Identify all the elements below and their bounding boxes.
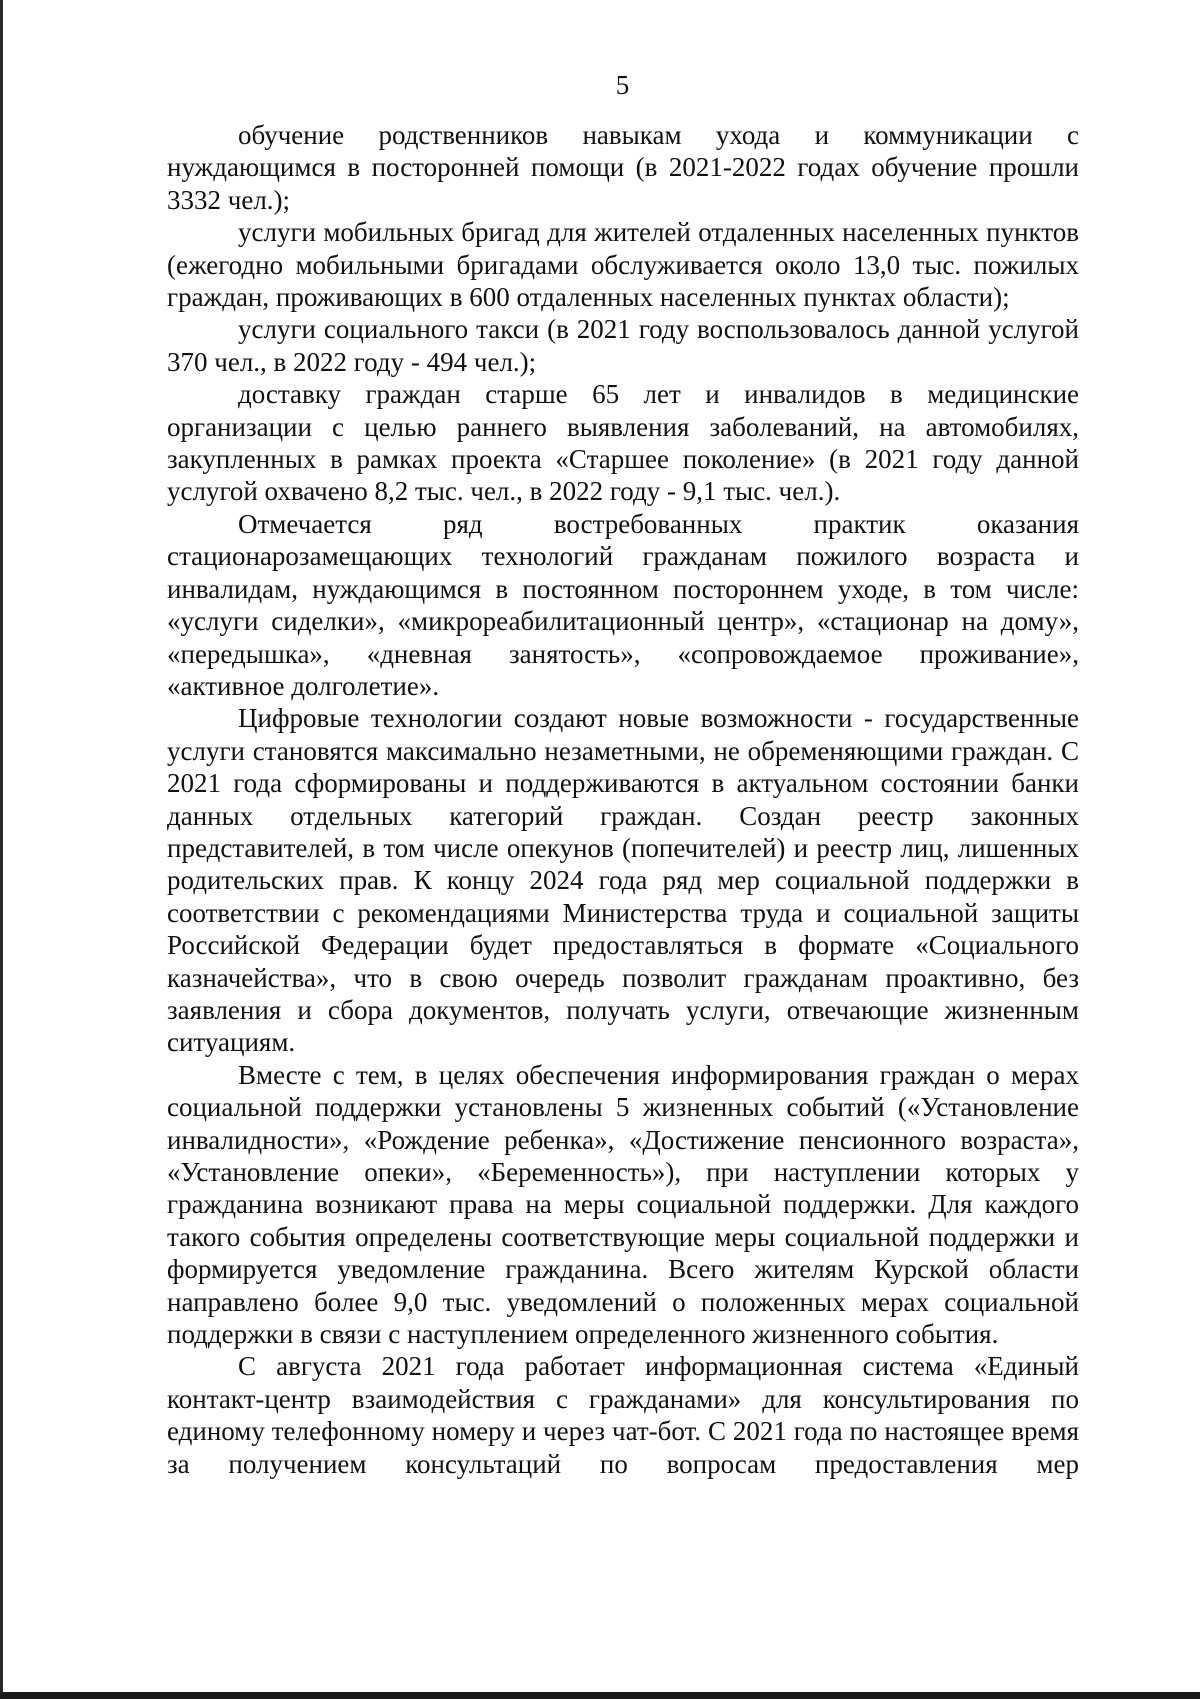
paragraph-digital-technologies: Цифровые технологии создают новые возможности - государственные услуги становятся максимально незаметными, не обременяющими граждан. С 2021 года сформированы и поддерживаются в актуальном состоянии банки данных отдельных категорий граждан. Создан реестр законных представителей, в том числе опекунов (попечителей) и реестр лиц, лишенных родительских прав. К концу 2024 года ряд мер социальной поддержки в соответствии с рекомендациями Министерства труда и социальной защиты Российской Федерации будет предоставляться в формате «Социального казначейства», что в свою очередь позволит гражданам проактивно, без заявления и сбора документов, получать услуги, отвечающие жизненным ситуациям. (167, 703, 1079, 1058)
scan-edge-bottom (0, 1692, 1200, 1699)
page-number: 5 (615, 70, 630, 100)
paragraph-medical-delivery: доставку граждан старше 65 лет и инвалидов в медицинские организации с целью раннего выявления заболеваний, на автомобилях, закупленных в рамках проекта «Старшее поколение» (в 2021 году данной услугой охвачено 8,2 тыс. чел., в 2022 году - 9,1 тыс. чел.). (167, 379, 1079, 507)
scan-edge-left (0, 0, 3, 1699)
paragraph-mobile-brigades: услуги мобильных бригад для жителей отдаленных населенных пунктов (ежегодно мобильными бригадами обслуживается около 13,0 тыс. пожилых граждан, проживающих в 600 отдаленных населенных пунктах области); (167, 217, 1079, 313)
paragraph-contact-center: С августа 2021 года работает информационная система «Единый контакт-центр взаимодействия с гражданами» для консультирования по единому телефонному номеру и через чат-бот. С 2021 года по настоящее время за получением консультаций по вопросам предоставления мер (167, 1351, 1079, 1479)
paragraph-care-practices: Отмечается ряд востребованных практик оказания стационарозамещающих технологий гражданам пожилого возраста и инвалидам, нуждающимся в постоянном постороннем уходе, в том числе: «услуги сиделки», «микрореабилитационный центр», «стационар на дому», «передышка», «дневная занятость», «сопровождаемое проживание», «активное долголетие». (167, 508, 1079, 701)
paragraph-relatives-training: обучение родственников навыкам ухода и коммуникации с нуждающимся в посторонней помощи (в 2021-2022 годах обучение прошли 3332 чел.); (167, 120, 1079, 215)
document-body (167, 119, 1079, 1480)
paragraph-social-taxi: услуги социального такси (в 2021 году воспользовалось данной услугой 370 чел., в 2022 году - 494 чел.); (167, 314, 1079, 377)
paragraph-life-events: Вместе с тем, в целях обеспечения информирования граждан о мерах социальной поддержки установлены 5 жизненных событий («Установление инвалидности», «Рождение ребенка», «Достижение пенсионного возраста», «Установление опеки», «Беременность»), при наступлении которых у гражданина возникают права на меры социальной поддержки. Для каждого такого события определены соответствующие меры социальной поддержки и формируется уведомление гражданина. Всего жителям Курской области направлено более 9,0 тыс. уведомлений о положенных мерах социальной поддержки в связи с наступлением определенного жизненного события. (167, 1059, 1079, 1350)
